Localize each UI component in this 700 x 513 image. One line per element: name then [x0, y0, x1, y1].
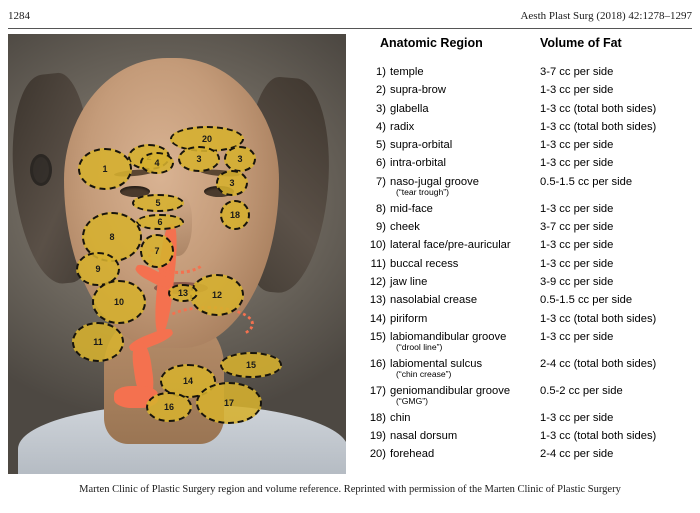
row-volume: 0.5-1.5 cc per side — [540, 175, 633, 188]
region-12[interactable] — [72, 322, 124, 362]
row-number: 10) — [369, 239, 386, 252]
table-row — [364, 139, 692, 157]
row-volume: 1-3 cc per side — [540, 157, 614, 170]
row-number: 2) — [376, 84, 386, 97]
row-volume: 1-3 cc per side — [540, 411, 614, 424]
row-number: 15) — [369, 330, 386, 343]
row-region-name: supra-orbital — [390, 139, 453, 152]
region-label-18: 17 — [223, 397, 234, 408]
region-label-19: 18 — [229, 209, 240, 220]
row-region-subtitle: (“tear trough”) — [396, 186, 450, 197]
region-label-20: 20 — [201, 133, 212, 144]
table-row — [364, 448, 692, 466]
row-number: 19) — [369, 430, 386, 443]
column-header-volume: Volume of Fat — [540, 36, 622, 50]
row-number: 6) — [376, 157, 386, 170]
region-label-5: 4 — [154, 157, 160, 168]
row-region-name: mid-face — [390, 202, 433, 215]
journal-citation: Aesth Plast Surg (2018) 42:1278–1297 — [520, 10, 692, 22]
row-region-label: naso-jugal groove — [390, 175, 479, 188]
row-number: 11) — [370, 257, 386, 270]
table-row — [364, 412, 692, 430]
table-row — [364, 157, 692, 175]
row-volume: 1-3 cc per side — [540, 139, 614, 152]
region-label-14: 13 — [177, 287, 188, 298]
region-label-16: 15 — [245, 359, 256, 370]
row-region-name: cheek — [390, 221, 420, 234]
figure — [8, 34, 692, 474]
row-volume: 2-4 cc per side — [540, 448, 614, 461]
region-19[interactable] — [220, 200, 250, 230]
row-number: 7) — [376, 175, 386, 188]
row-number: 20) — [369, 448, 386, 461]
table-row — [364, 331, 692, 358]
table-row — [364, 239, 692, 257]
row-region-label: labiomental sulcus — [390, 357, 483, 370]
region-1[interactable] — [78, 148, 132, 190]
figure-caption: Marten Clinic of Plastic Surgery region and volume reference. Reprinted with permission of the Marten Clinic of Plastic Surgery — [79, 484, 621, 495]
table-row — [364, 294, 692, 312]
row-number: 12) — [369, 275, 386, 288]
table-body — [364, 66, 692, 467]
row-volume: 3-7 cc per side — [540, 66, 614, 78]
row-number: 17) — [369, 384, 386, 397]
table-row — [364, 313, 692, 331]
row-number: 4) — [376, 120, 386, 133]
row-region-subtitle: (“drool line”) — [396, 341, 443, 352]
column-header-region: Anatomic Region — [380, 36, 483, 50]
table-row — [364, 176, 692, 203]
region-label-17: 16 — [163, 401, 174, 412]
row-region-name: jaw line — [390, 275, 428, 288]
row-number: 8) — [376, 202, 386, 215]
region-label-10: 9 — [95, 263, 101, 274]
region-label-15: 14 — [182, 375, 193, 386]
row-region-name: piriform — [390, 312, 428, 325]
row-number: 9) — [376, 221, 386, 234]
region-14[interactable] — [168, 284, 198, 302]
row-number: 3) — [376, 102, 386, 115]
row-volume: 1-3 cc per side — [540, 330, 614, 343]
region-7[interactable] — [136, 214, 184, 230]
row-region-name: supra-brow — [390, 84, 446, 97]
row-volume: 3-7 cc per side — [540, 221, 614, 234]
row-volume: 0.5-1.5 cc per side — [540, 294, 633, 307]
region-3b[interactable] — [224, 146, 256, 172]
table-row — [364, 103, 692, 121]
row-volume: 1-3 cc per side — [540, 84, 614, 97]
region-label-1: 1 — [102, 163, 108, 174]
region-13[interactable] — [190, 274, 244, 316]
row-number: 13) — [369, 294, 386, 307]
table-row — [364, 121, 692, 139]
row-region-name: glabella — [390, 102, 429, 115]
row-region-name — [390, 385, 540, 406]
table-row — [364, 276, 692, 294]
table-row — [364, 385, 692, 412]
row-number: 16) — [369, 357, 386, 370]
region-4[interactable] — [216, 170, 248, 196]
row-volume: 2-4 cc (total both sides) — [540, 357, 657, 370]
row-volume: 1-3 cc per side — [540, 202, 614, 215]
row-region-name: intra-orbital — [390, 157, 446, 170]
row-region-name: radix — [390, 120, 415, 133]
row-region-name: nasal dorsum — [390, 430, 458, 443]
region-5[interactable] — [140, 152, 174, 174]
page-number: 1284 — [8, 10, 30, 22]
region-label-13: 12 — [211, 289, 222, 300]
region-18[interactable] — [196, 382, 262, 424]
row-region-name: forehead — [390, 448, 435, 461]
region-label-3a: 3 — [196, 153, 202, 164]
row-region-label: labiomandibular groove — [390, 330, 507, 343]
row-volume: 1-3 cc per side — [540, 239, 614, 252]
table-row — [364, 258, 692, 276]
region-label-3b: 3 — [237, 153, 243, 164]
table-row — [364, 221, 692, 239]
row-number: 18) — [369, 411, 386, 424]
region-label-9: 8 — [109, 231, 115, 242]
region-6[interactable] — [132, 194, 184, 212]
row-volume: 0.5-2 cc per side — [540, 384, 623, 397]
table-header-row — [364, 34, 692, 60]
row-volume: 1-3 cc (total both sides) — [540, 430, 657, 443]
region-label-12: 11 — [93, 336, 103, 347]
region-11[interactable] — [92, 280, 146, 324]
row-volume: 1-3 cc per side — [540, 257, 614, 270]
earring — [30, 154, 52, 186]
row-region-label: geniomandibular groove — [390, 384, 511, 397]
row-number: 5) — [376, 139, 386, 152]
region-label-11: 10 — [113, 296, 124, 307]
region-17[interactable] — [146, 392, 192, 422]
row-number: 1) — [376, 66, 386, 78]
running-head — [0, 10, 700, 28]
clinical-photograph — [8, 34, 346, 474]
row-volume: 1-3 cc (total both sides) — [540, 102, 657, 115]
table-row — [364, 203, 692, 221]
row-volume: 3-9 cc per side — [540, 275, 614, 288]
region-8[interactable] — [140, 234, 174, 268]
table-row — [364, 66, 692, 84]
region-3a[interactable] — [178, 146, 220, 172]
row-region-name — [390, 331, 540, 352]
header-divider — [8, 28, 692, 29]
row-region-name — [390, 176, 540, 197]
region-label-7: 6 — [157, 216, 163, 227]
row-region-name: nasolabial crease — [390, 294, 478, 307]
table-row — [364, 84, 692, 102]
row-region-name: lateral face/pre-auricular — [390, 239, 511, 252]
region-label-6: 5 — [155, 197, 161, 208]
row-region-subtitle: (“chin crease”) — [396, 368, 452, 379]
row-volume: 1-3 cc (total both sides) — [540, 120, 657, 133]
row-number: 14) — [369, 312, 386, 325]
row-region-subtitle: (“GMG”) — [396, 395, 428, 406]
row-region-name: buccal recess — [390, 257, 459, 270]
region-16[interactable] — [220, 352, 282, 378]
region-label-8: 7 — [154, 245, 160, 256]
region-label-4: 3 — [229, 177, 235, 188]
row-region-name: temple — [390, 66, 424, 78]
table-row — [364, 358, 692, 385]
row-region-name: chin — [390, 411, 411, 424]
table-row — [364, 430, 692, 448]
row-region-name — [390, 358, 540, 379]
region-volume-table — [364, 34, 692, 474]
row-volume: 1-3 cc (total both sides) — [540, 312, 657, 325]
